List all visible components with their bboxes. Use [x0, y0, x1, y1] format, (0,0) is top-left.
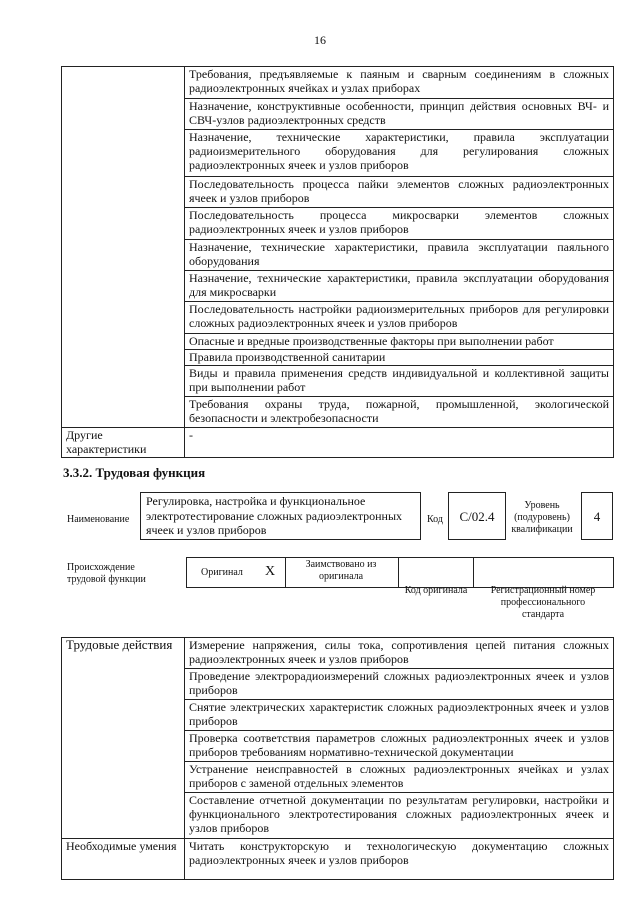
knowledge-item: Виды и правила применения средств индивидуальной и коллективной защиты при выполнении работ [185, 366, 614, 397]
labor-action: Снятие электрических характеристик сложных радиоэлектронных ячеек и узлов приборов [185, 700, 614, 731]
knowledge-item: Опасные и вредные производственные факторы при выполнении работ [185, 334, 614, 350]
origin-label: Происхождение трудовой функции [67, 562, 146, 585]
origin-original-label: Оригинал [201, 567, 243, 578]
origin-box [186, 557, 614, 588]
knowledge-table [61, 66, 614, 458]
reg-number-caption: Регистрационный номер профессионального стандарта [490, 585, 596, 620]
table-row [62, 638, 614, 669]
other-characteristics-label: Другие характеристики [62, 428, 185, 458]
knowledge-item: Требования, предъявляемые к паяным и сварным соединениям в сложных радиоэлектронных ячейках и узлах приборах [185, 67, 614, 99]
labor-action: Составление отчетной документации по результатам регулировки, настройки и функционального электротестирования сложных радиоэлектронных ячеек и узлов приборов [185, 793, 614, 839]
actions-table [61, 637, 614, 880]
name-label: Наименование [67, 514, 130, 525]
skill-item: Читать конструкторскую и технологическую документацию сложных радиоэлектронных ячеек и узлов приборов [185, 839, 614, 880]
knowledge-item: Последовательность процесса микросварки элементов сложных радиоэлектронных ячеек и узлов приборов [185, 208, 614, 240]
knowledge-item: Правила производственной санитарии [185, 350, 614, 366]
table-row [62, 428, 614, 458]
labor-action: Проверка соответствия параметров сложных радиоэлектронных ячеек и узлов приборов требованиям нормативно-технической документации [185, 731, 614, 762]
level-box [581, 492, 613, 540]
knowledge-item: Назначение, технические характеристики, правила эксплуатации паяльного оборудования [185, 240, 614, 271]
labor-action: Измерение напряжения, силы тока, сопротивления цепей питания сложных радиоэлектронных ячеек и узлов приборов [185, 638, 614, 669]
table-row [62, 67, 614, 99]
function-name-box [140, 492, 421, 540]
knowledge-label-cell [62, 67, 185, 428]
knowledge-item: Назначение, конструктивные особенности, принцип действия основных ВЧ- и СВЧ-узлов радиоэлектронных средств [185, 99, 614, 130]
code-origin-caption: Код оригинала [404, 585, 468, 596]
code-value: C/02.4 [459, 509, 495, 524]
origin-original-mark: X [265, 564, 276, 579]
table-row [62, 839, 614, 880]
labor-actions-label: Трудовые действия [62, 638, 185, 839]
knowledge-item: Последовательность настройки радиоизмерительных приборов для регулировки сложных радиоэлектронных ячеек и узлов приборов [185, 302, 614, 334]
other-characteristics-value: - [185, 428, 614, 458]
knowledge-item: Назначение, технические характеристики, правила эксплуатации радиоизмерительного оборудования для регулирования сложных радиоэлектронных ячеек и узлов приборов [185, 130, 614, 177]
labor-action: Проведение электрорадиоизмерений сложных радиоэлектронных ячеек и узлов приборов [185, 669, 614, 700]
knowledge-item: Последовательность процесса пайки элементов сложных радиоэлектронных ячеек и узлов приборов [185, 177, 614, 208]
labor-action: Устранение неисправностей в сложных радиоэлектронных ячейках и узлах приборов с заменой отдельных элементов [185, 762, 614, 793]
skills-label: Необходимые умения [62, 839, 185, 880]
code-label: Код [427, 514, 443, 525]
origin-borrowed-label: Заимствовано из оригинала [305, 559, 377, 582]
knowledge-item: Назначение, технические характеристики, правила эксплуатации оборудования для микросварки [185, 271, 614, 302]
knowledge-item: Требования охраны труда, пожарной, промышленной, экологической безопасности и электробезопасности [185, 397, 614, 428]
code-box [448, 492, 506, 540]
level-value: 4 [593, 509, 601, 524]
page-number: 16 [314, 33, 326, 47]
level-label: Уровень (подуровень) квалификации [511, 500, 573, 535]
section-heading: 3.3.2. Трудовая функция [63, 465, 206, 480]
function-name-value: Регулировка, настройка и функциональное электротестирование сложных радиоэлектронных ячеек и узлов приборов [146, 494, 403, 537]
